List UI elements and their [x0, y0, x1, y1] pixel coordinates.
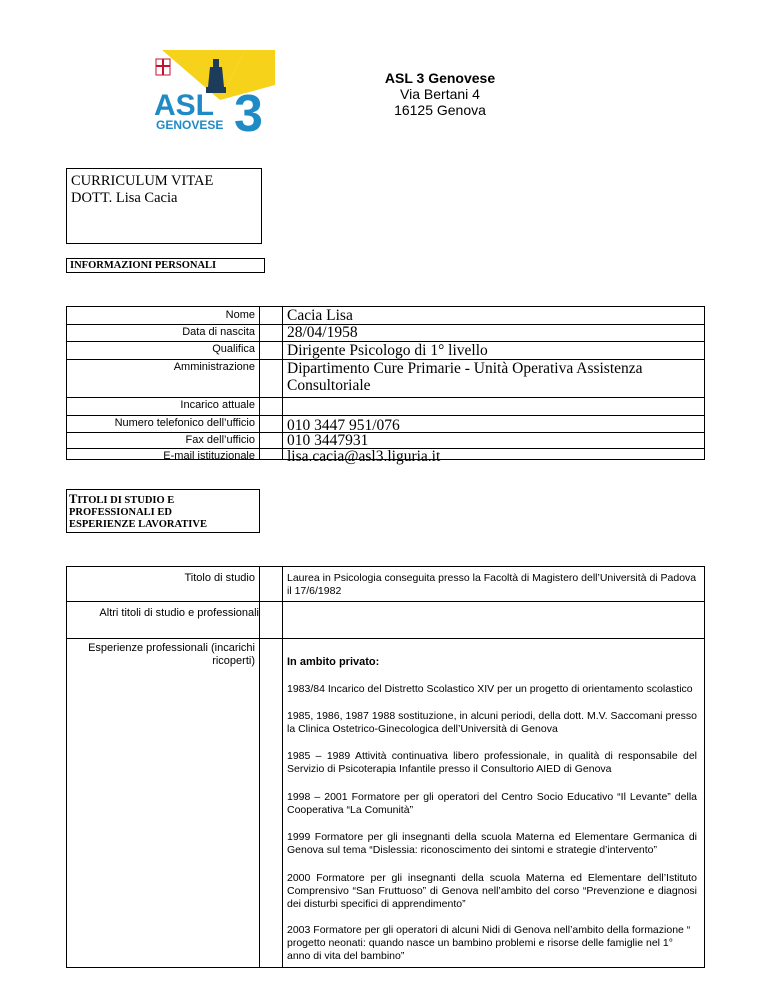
value-titolo-studio: Laurea in Psicologia conseguita presso la Facoltà di Magistero dell’Università di Padova il 17/6/1982 — [287, 572, 697, 597]
label-esperienze-2: ricoperti) — [212, 655, 255, 667]
value-data-nascita: 28/04/1958 — [287, 324, 358, 341]
label-telefono: Numero telefonico dell’ufficio — [114, 417, 255, 429]
privato-heading: In ambito privato: — [287, 656, 380, 668]
entry-2003: 2003 Formatore per gli operatori di alcuni Nidi di Genova nell’ambito della formazione “ progetto neonati: quando nasce un bambino problemi e risorse delle famiglie nel 1° anno di vita del bambino” — [287, 924, 691, 962]
logo-genovese-text: GENOVESE — [156, 118, 224, 132]
label-data-nascita: Data di nascita — [182, 326, 255, 338]
label-nome: Nome — [225, 309, 255, 321]
value-amministrazione: Dipartimento Cure Primarie - Unità Operativa Assistenza Consultoriale — [287, 360, 643, 394]
value-nome: Cacia Lisa — [287, 307, 353, 324]
cv-doctor-name: DOTT. Lisa Cacia — [71, 190, 178, 206]
label-incarico: Incarico attuale — [180, 399, 255, 411]
titoli-line2: PROFESSIONALI ED — [69, 507, 172, 518]
label-esperienze-1: Esperienze professionali (incarichi — [88, 642, 255, 654]
org-street: Via Bertani 4 — [400, 86, 480, 102]
logo-number: 3 — [234, 85, 263, 137]
asl3-logo — [150, 45, 280, 137]
titoli-initial: T — [69, 492, 78, 506]
entry-1998-2001: 1998 – 2001 Formatore per gli operatori del Centro Socio Educativo “Il Levante” della Cooperativa “La Comunità” — [287, 791, 697, 816]
value-telefono: 010 3447 951/076 — [287, 417, 400, 434]
value-email: lisa.cacia@asl3.liguria.it — [287, 448, 441, 465]
org-name: ASL 3 Genovese — [384, 70, 496, 86]
label-titolo-studio: Titolo di studio — [184, 572, 255, 584]
titoli-line3: ESPERIENZE LAVORATIVE — [69, 519, 207, 530]
cv-title-box — [66, 168, 262, 244]
entry-1983: 1983/84 Incarico del Distretto Scolastico XIV per un progetto di orientamento scolastico — [287, 683, 693, 695]
cv-title: CURRICULUM VITAE — [71, 173, 214, 189]
value-fax: 010 3447931 — [287, 432, 369, 449]
label-amministrazione: Amministrazione — [173, 361, 255, 373]
entry-1999: 1999 Formatore per gli insegnanti della scuola Materna ed Elementare Germanica di Genova sul tema “Dislessia: riconoscimento dei sintomi e strategie d’intervento” — [287, 831, 697, 856]
entry-1985-sostituzione: 1985, 1986, 1987 1988 sostituzione, in alcuni periodi, della dott. M.V. Saccomani presso la Clinica Ostetrico-Ginecologica dell’Università di Genova — [287, 710, 697, 735]
personal-info-heading: INFORMAZIONI PERSONALI — [66, 258, 265, 273]
entry-1985-1989: 1985 – 1989 Attività continuativa libero professionale, in qualità di responsabile del Servizio di Psicoterapia Infantile presso il Consultorio AIED di Genova — [287, 750, 697, 775]
label-email: E-mail istituzionale — [163, 450, 255, 462]
experience-table — [66, 566, 705, 968]
header-address — [330, 70, 550, 118]
titoli-heading — [66, 489, 260, 533]
logo-asl-text: ASL — [154, 89, 214, 122]
label-fax: Fax dell’ufficio — [185, 434, 255, 446]
org-city: 16125 Genova — [394, 102, 486, 118]
entry-2000: 2000 Formatore per gli insegnanti della scuola Materna ed Elementare dell’Istituto Comprensivo “San Fruttuoso” di Genova nell’ambito del corso “Prevenzione e diagnosi dei disturbi specifici di apprendimento” — [287, 872, 697, 910]
value-qualifica: Dirigente Psicologo di 1° livello — [287, 342, 488, 359]
label-qualifica: Qualifica — [212, 343, 255, 355]
personal-info-table — [66, 306, 705, 465]
titoli-line1: ITOLI DI STUDIO E — [77, 495, 175, 506]
label-altri-titoli: Altri titoli di studio e professionali — [99, 607, 259, 619]
